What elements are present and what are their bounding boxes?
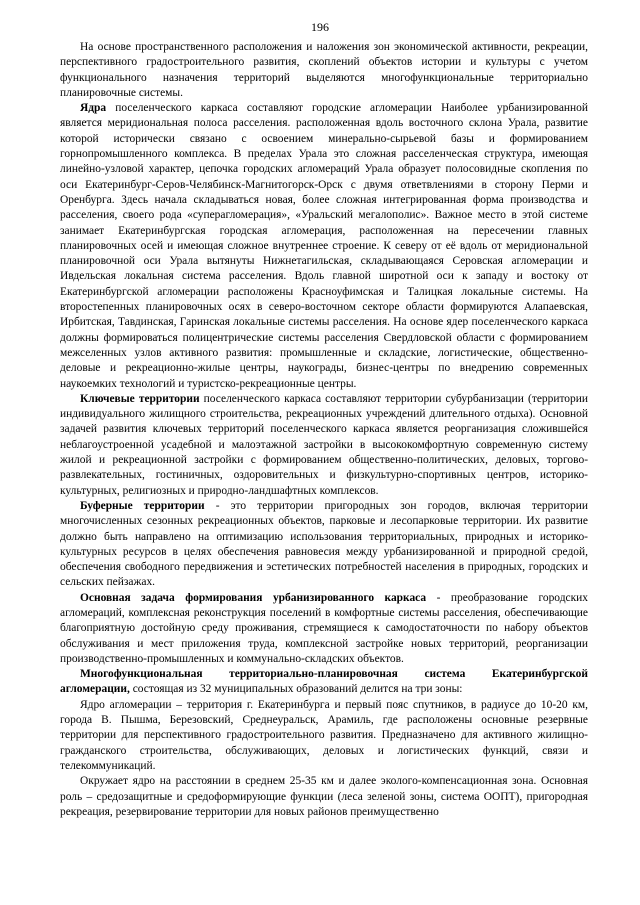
paragraph-text: - преобразование городских агломераций, комплексная реконструкция поселений в комфортные системы расселения, обеспечивающие благоприятную достойную среду проживания, стремящиеся к самодостаточности по набору объектов обслуживания и мест приложения труда, комплексной застройке новых территорий, реорганизации производственно-промышленных и коммунально-складских объектов. (60, 591, 588, 665)
paragraph-main-task (60, 591, 588, 667)
paragraph-agglomeration-core (60, 698, 588, 774)
paragraph-lead: Основная задача формирования урбанизированного каркаса (80, 591, 427, 604)
paragraph-text: Окружает ядро на расстоянии в среднем 25-35 км и далее эколого-компенсационная зона. Основная роль – средозащитные и средоформирующие функции (леса зеленой зоны, система ООПТ), пригородная рекреация, резервирование территории для новых районов преимущественно (60, 775, 588, 818)
paragraph-text: - это территории пригородных зон городов, включая территории многочисленных сезонных рекреационных объектов, парковые и лесопарковые территории. Их развитие должно быть направлено на оптимизацию использования территориальных, природных и историко-культурных ресурсов в целях обеспечения равновесия между урбанизированной и природной средой, обеспечения свободного передвижения и эстетических потребностей населения в природных, городских и сельских пейзажах. (60, 499, 588, 589)
document-body (60, 40, 588, 820)
paragraph-text: поселенческого каркаса составляют городские агломерации Наиболее урбанизированной является меридиональная полоса расселения. расположенная вдоль восточного склона Урала, развитие которой исторически связано с освоением минерально-сырьевой базы и формированием горнопромышленного комплекса. В пределах Урала это сложная расселенческая структура, имеющая линейно-узловой характер, цепочка городских агломераций Урала образует полосовидные скопления по оси Екатеринбург-Серов-Челябинск-Магнитогорск-Орск с двумя ответвлениями в сторону Перми и Оренбурга. Здесь начала складываться новая, более сложная интегрированная форма производства и расселения, своего рода «суперагломерация», «Уральский мегалополис». Важное место в этой системе занимает Екатеринбургская городская агломерация, расположенная на пересечении главных планировочных осей и имеющая сложное внутреннее строение. К северу от её вдоль от меридиональной планировочной оси Урала вытянуты Нижнетагильская, складывающаяся Серовская агломерации и Ивдельская локальная система расселения. Вдоль главной широтной оси к западу и востоку от Екатеринбургской агломерации расположены Красноуфимская и Талицкая локальные системы. На второстепенных планировочных осях в северо-восточном секторе области формируются Алапаевская, Ирбитская, Тавдинская, Гаринская локальные системы расселения. На основе ядер поселенческого каркаса должны формироваться полицентрические системы расселения Свердловской области с формированием межселенных узлов активного развития: промышленные и складские, логистические, общественно-деловые и рекреационно-жилые центры, наукограды, бизнес-центры по внедрению современных наукоемких технологий и туристско-рекреационные центры. (60, 102, 588, 390)
paragraph-key-territories (60, 392, 588, 499)
paragraph-eco-zone (60, 774, 588, 820)
paragraph-intro (60, 40, 588, 101)
paragraph-text: На основе пространственного расположения и наложения зон экономической активности, рекреации, перспективного градостроительного развития, скоплений объектов истории и культуры с учетом функционального назначения территорий выделяются многофункциональные территориально планировочные системы. (60, 41, 588, 99)
paragraph-ekaterinburg-system (60, 667, 588, 698)
paragraph-text: состоящая из 32 муниципальных образований делится на три зоны: (129, 683, 463, 696)
paragraph-text: Ядро агломерации – территория г. Екатеринбурга и первый пояс спутников, в радиусе до 10-20 км, города В. Пышма, Березовский, Среднеуральск, Арамиль, где расположены основные резервные территории для перспективного градостроительного развития. Предназначено для активного жилищно-гражданского строительства, обслуживающих, деловых и логистических функций, связи и телекоммуникаций. (60, 698, 588, 772)
page-number: 196 (311, 20, 329, 34)
paragraph-lead: Ядра (80, 102, 107, 115)
paragraph-lead: Ключевые территории (80, 392, 200, 405)
paragraph-cores (60, 101, 588, 392)
paragraph-lead: Многофункциональная территориально-планировочная система Екатеринбургской агломерации, (60, 668, 588, 696)
paragraph-text: поселенческого каркаса составляют территории субурбанизации (территории индивидуального жилищного строительства, рекреационных учреждений длительного отдыха). Основной задачей развития ключевых территорий поселенческого каркаса является реорганизация сложившейся неблагоустроенной усадебной и малоэтажной застройки в высококомфортную современную систему жилой и рекреационной застройки с формированием общественно-политических, деловых, торгово-развлекательных, гостиничных, оздоровительных и физкультурно-спортивных центров, историко-культурных, религиозных и природно-ландшафтных комплексов. (60, 392, 588, 497)
paragraph-lead: Буферные территории (80, 499, 205, 512)
paragraph-buffer-territories (60, 499, 588, 591)
